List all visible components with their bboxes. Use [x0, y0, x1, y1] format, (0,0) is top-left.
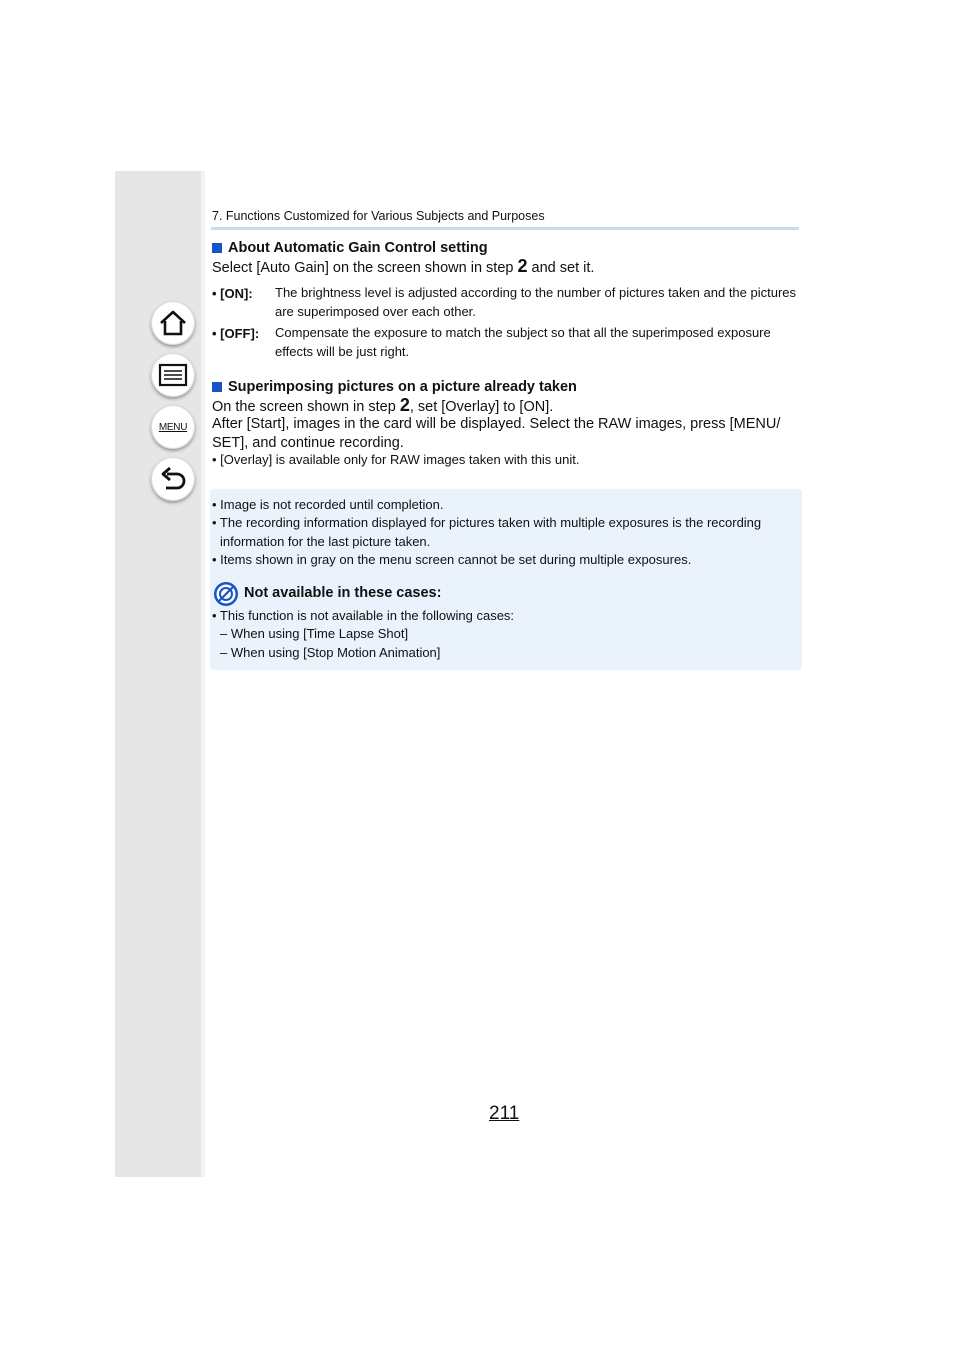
page-number: 211	[489, 1103, 520, 1124]
line1-text-end: , set [Overlay] to [ON].	[409, 399, 554, 415]
home-button[interactable]	[151, 301, 195, 345]
not-available-icon	[213, 581, 239, 607]
contents-button[interactable]	[151, 353, 195, 397]
bullet-square-icon	[212, 243, 222, 253]
not-available-heading: Not available in these cases:	[244, 585, 442, 601]
option-text-on: The brightness level is adjusted according to the number of pictures taken and the pictures are superimposed over each other.	[275, 285, 797, 319]
intro-text: Select [Auto Gain] on the screen shown in step	[212, 260, 518, 276]
menu-icon: MENU	[158, 421, 188, 433]
note-item-continued: information for the last picture taken.	[220, 534, 431, 549]
intro-text-end: and set it.	[527, 260, 595, 276]
back-button[interactable]	[151, 457, 195, 501]
option-text-off: Compensate the exposure to match the subject so that all the superimposed exposure effects will be just right.	[275, 325, 771, 359]
section-heading-overlay	[212, 379, 577, 395]
section-heading-text: Superimposing pictures on a picture already taken	[228, 379, 577, 395]
header-rule	[211, 227, 799, 230]
section2-note: • [Overlay] is available only for RAW images taken with this unit.	[212, 452, 580, 467]
note-item: • Image is not recorded until completion.	[212, 497, 444, 512]
back-arrow-icon	[158, 465, 188, 493]
option-label-on: • [ON]:	[212, 286, 253, 301]
option-label-off: • [OFF]:	[212, 326, 260, 341]
bullet-square-icon	[212, 382, 222, 392]
not-available-intro: • This function is not available in the following cases:	[212, 608, 515, 623]
section-heading-auto-gain	[212, 240, 488, 256]
section1-intro	[212, 257, 594, 278]
home-icon	[158, 308, 188, 338]
breadcrumb: 7. Functions Customized for Various Subjects and Purposes	[212, 209, 545, 223]
step-number: 2	[399, 395, 410, 415]
section2-line3: SET], and continue recording.	[212, 435, 404, 451]
sidebar-divider	[201, 171, 205, 1177]
step-number: 2	[517, 256, 528, 276]
note-item: • The recording information displayed for pictures taken with multiple exposures is the recording	[212, 515, 762, 530]
not-available-case: – When using [Stop Motion Animation]	[220, 645, 441, 660]
note-item: • Items shown in gray on the menu screen cannot be set during multiple exposures.	[212, 552, 692, 567]
section2-line1	[212, 396, 553, 417]
section-heading-text: About Automatic Gain Control setting	[228, 240, 488, 256]
menu-button[interactable]	[151, 405, 195, 449]
section2-line2: After [Start], images in the card will be displayed. Select the RAW images, press [MENU/	[212, 416, 781, 432]
list-icon	[158, 362, 188, 388]
line1-text: On the screen shown in step	[212, 399, 400, 415]
not-available-case: – When using [Time Lapse Shot]	[220, 626, 409, 641]
